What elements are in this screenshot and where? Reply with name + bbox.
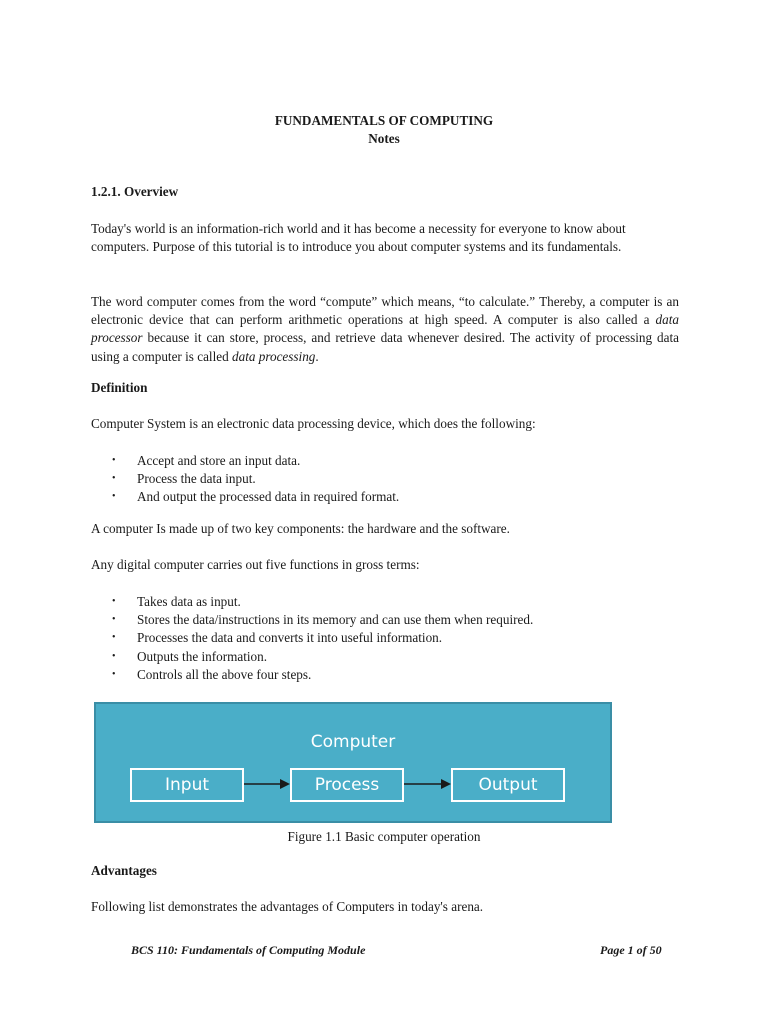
- list-item-text: And output the processed data in required format.: [137, 489, 400, 505]
- document-subtitle: Notes: [368, 131, 400, 146]
- paragraph-text: .: [315, 348, 319, 364]
- figure-caption: Figure 1.1 Basic computer operation: [287, 829, 481, 844]
- term-data-processor: data processor: [91, 312, 679, 346]
- advantages-text: Following list demonstrates the advantages of Computers in today's arena.: [91, 899, 484, 914]
- section-heading-definition: Definition: [91, 380, 148, 395]
- list-item: [112, 488, 399, 506]
- list-item-text: Outputs the information.: [137, 648, 268, 664]
- diagram-node-process: Process: [290, 768, 404, 802]
- bullet-icon: •: [112, 596, 116, 607]
- bullet-icon: •: [112, 668, 116, 680]
- bullet-icon: •: [112, 614, 116, 626]
- computer-diagram: [94, 702, 612, 823]
- paragraph-text: The word computer comes from the word “compute” which means, “to calculate.” Thereby, a computer is an electronic device that can perform arithmetic operations at high speed. A computer is also called a: [91, 294, 679, 328]
- bullet-icon: •: [112, 491, 116, 503]
- diagram-node-input: Input: [130, 768, 244, 802]
- diagram-label-computer: Computer: [310, 732, 396, 752]
- functions-intro: Any digital computer carries out five functions in gross terms:: [91, 557, 420, 572]
- paragraph-computer-word: [91, 293, 679, 366]
- components-text: A computer Is made up of two key components: the hardware and the software.: [91, 521, 510, 536]
- bullet-icon: •: [112, 650, 116, 662]
- footer-page-number: Page 1 of 50: [600, 943, 662, 957]
- bullet-icon: •: [112, 455, 116, 466]
- definition-text: Computer System is an electronic data processing device, which does the following:: [91, 416, 536, 431]
- list-item-text: Controls all the above four steps.: [137, 666, 312, 682]
- list-item: [112, 648, 533, 666]
- arrow-right-icon: [404, 776, 451, 792]
- definition-bullet-list: [112, 452, 399, 507]
- term-data-processing: data processing: [232, 348, 316, 364]
- list-item: [112, 452, 399, 470]
- function-bullet-list: [112, 593, 533, 684]
- document-title: FUNDAMENTALS OF COMPUTING: [274, 113, 494, 128]
- list-item-text: Takes data as input.: [137, 594, 241, 609]
- paragraph-text: because it can store, process, and retrieve data whenever desired. The activity of processing data using a computer is called: [91, 330, 679, 364]
- bullet-icon: •: [112, 632, 116, 644]
- bullet-icon: •: [112, 473, 116, 485]
- arrow-right-icon: [244, 776, 290, 792]
- section-heading-advantages: Advantages: [91, 863, 157, 878]
- paragraph-intro: Today's world is an information-rich world and it has become a necessity for everyone to know about computers. Purpose of this tutorial is to introduce you about computer systems and its fundamentals.: [91, 221, 626, 255]
- section-heading-overview: 1.2.1. Overview: [91, 184, 179, 199]
- list-item: [112, 470, 399, 488]
- list-item: [112, 593, 533, 611]
- list-item: [112, 629, 533, 647]
- diagram-node-output: Output: [451, 768, 565, 802]
- list-item: [112, 611, 533, 629]
- footer-module-name: BCS 110: Fundamentals of Computing Module: [131, 943, 366, 957]
- list-item-text: Processes the data and converts it into useful information.: [137, 630, 443, 646]
- list-item: [112, 666, 533, 684]
- list-item-text: Stores the data/instructions in its memory and can use them when required.: [137, 612, 534, 628]
- list-item-text: Process the data input.: [137, 471, 256, 487]
- list-item-text: Accept and store an input data.: [137, 453, 301, 468]
